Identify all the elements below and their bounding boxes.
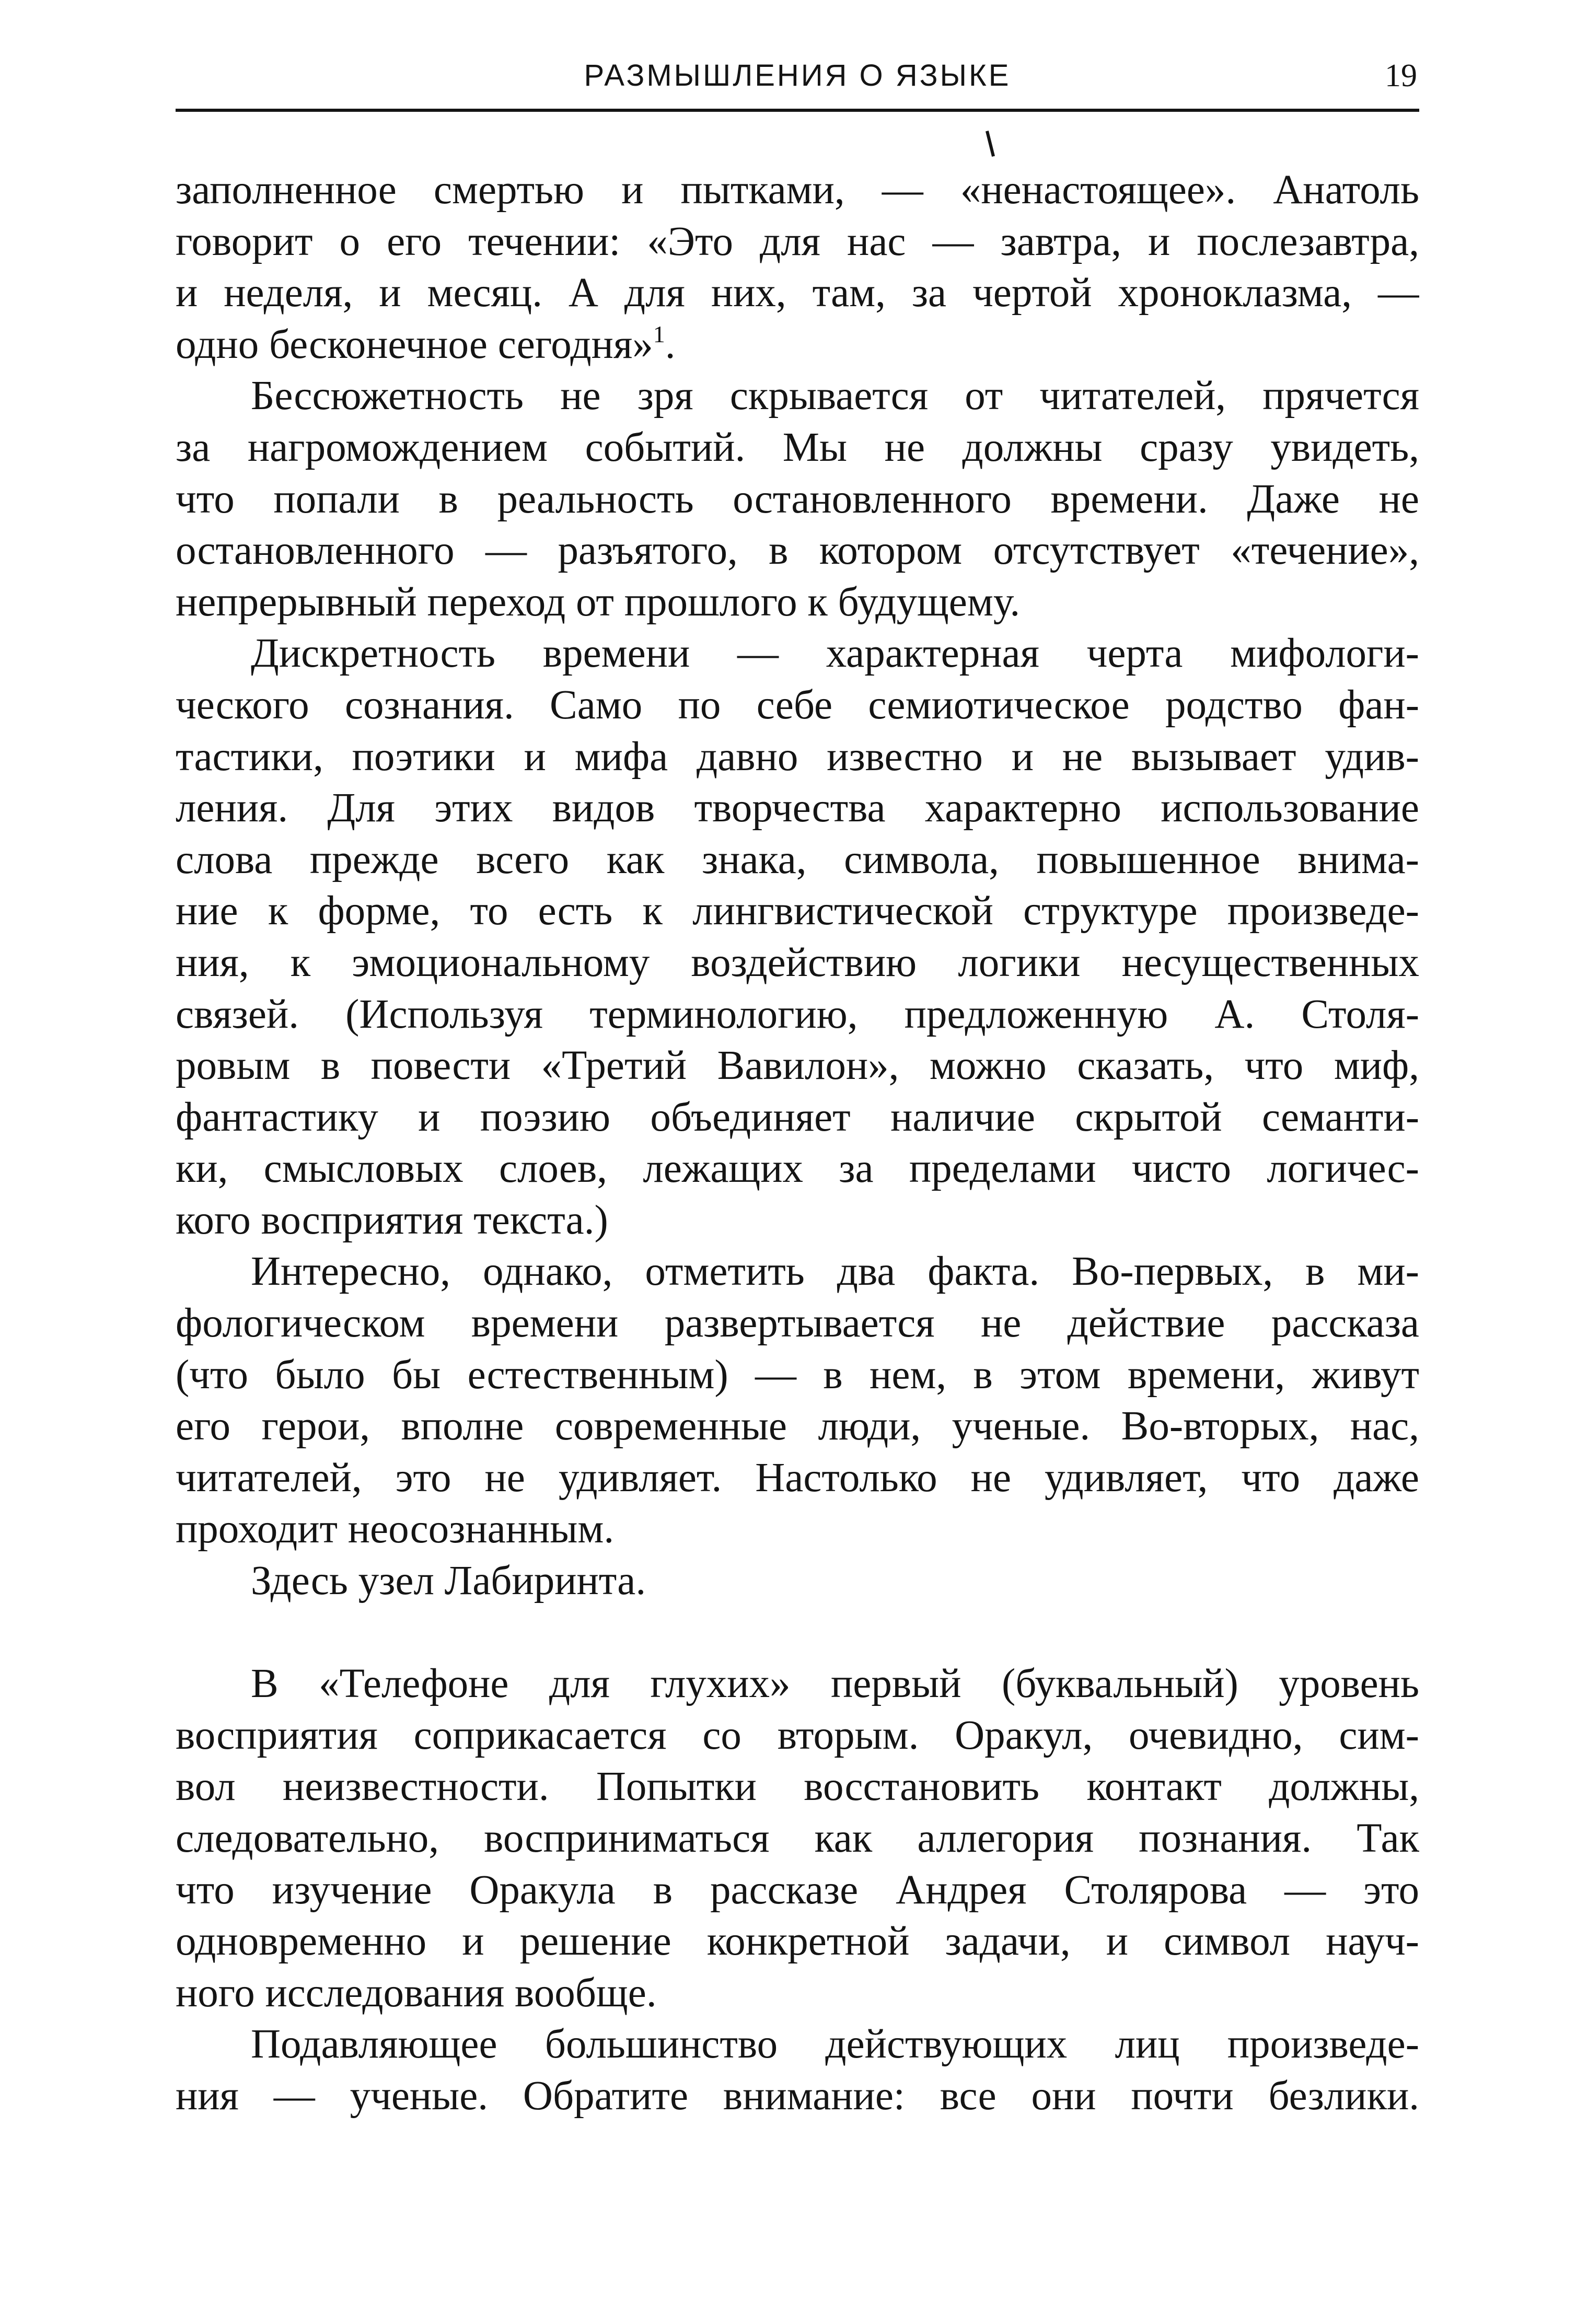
text-line: Дискретность времени — характерная черта мифологи- [251, 631, 1419, 677]
text-line: ния — ученые. Обратите внимание: все они почти безлики. [176, 2073, 1419, 2119]
text-line: тастики, поэтики и мифа давно известно и не вызывает удив- [176, 734, 1419, 780]
text-line: (что было бы естественным) — в нем, в этом времени, живут [176, 1352, 1419, 1398]
body-text [176, 165, 1419, 2122]
text-line: непрерывный переход от прошлого к будущему. [176, 579, 1021, 625]
header-rule [176, 109, 1419, 112]
text-line: что попали в реальность остановленного времени. Даже не [176, 476, 1419, 522]
paragraph [176, 1246, 1419, 1555]
text-line: за нагромождением событий. Мы не должны сразу увидеть, [176, 424, 1419, 470]
text-line: В «Телефоне для глухих» первый (буквальный) уровень [251, 1661, 1419, 1707]
running-title: РАЗМЫШЛЕНИЯ О ЯЗЫКЕ [584, 59, 1011, 92]
text-line: ческого сознания. Само по себе семиотическое родство фан- [176, 682, 1419, 728]
text-line: ровым в повести «Третий Вавилон», можно сказать, что миф, [176, 1043, 1419, 1089]
page-number: 19 [1385, 58, 1417, 94]
text-line: кого восприятия текста.) [176, 1197, 608, 1243]
text-line: говорит о его течении: «Это для нас — завтра, и послезавтра, [176, 218, 1419, 264]
paragraph [176, 1555, 1419, 1607]
text-line: фантастику и поэзию объединяет наличие скрытой семанти- [176, 1094, 1419, 1140]
text-line: одновременно и решение конкретной задачи, и символ науч- [176, 1919, 1419, 1965]
footnote-ref: 1 [653, 320, 665, 347]
paragraph [176, 628, 1419, 1246]
text-line: Бессюжетность не зря скрывается от читателей, прячется [251, 373, 1419, 419]
text-line: Интересно, однако, отметить два факта. Во-первых, в ми- [251, 1249, 1419, 1295]
text-line: ки, смысловых слоев, лежащих за пределами чисто логичес- [176, 1146, 1419, 1192]
text-line: одно бесконечное сегодня»$^1$. [176, 320, 676, 367]
text-line: связей. (Используя терминологию, предложенную А. Столя- [176, 991, 1419, 1037]
paragraph-gap [176, 1607, 1419, 1659]
footnote-tail: . [665, 321, 676, 367]
text-line: ления. Для этих видов творчества характерно использование [176, 785, 1419, 831]
text-line: ния, к эмоциональному воздействию логики несущественных [176, 939, 1419, 985]
text-line: фологическом времени развертывается не действие рассказа [176, 1300, 1419, 1346]
text-line: заполненное смертью и пытками, — «ненастоящее». Анатоль [176, 167, 1419, 213]
running-head [176, 50, 1419, 100]
stray-mark [986, 131, 995, 157]
text-line: восприятия соприкасается со вторым. Оракул, очевидно, сим- [176, 1712, 1419, 1758]
text-line: и неделя, и месяц. А для них, там, за чертой хроноклазма, — [176, 270, 1419, 316]
text-line: остановленного — разъятого, в котором отсутствует «течение», [176, 528, 1419, 574]
text-line: ние к форме, то есть к лингвистической структуре произведе- [176, 888, 1419, 934]
paragraph [176, 370, 1419, 628]
text-line: Здесь узел Лабиринта. [251, 1558, 646, 1604]
paragraph [176, 1658, 1419, 2019]
text-line: Подавляющее большинство действующих лиц произведе- [251, 2021, 1419, 2067]
text-line: читателей, это не удивляет. Настолько не удивляет, что даже [176, 1455, 1419, 1501]
text-line: следовательно, восприниматься как аллегория познания. Так [176, 1816, 1419, 1861]
paragraph [176, 2019, 1419, 2122]
text-line: слова прежде всего как знака, символа, повышенное внима- [176, 836, 1419, 882]
text-line: что изучение Оракула в рассказе Андрея Столярова — это [176, 1867, 1419, 1913]
text-line: проходит неосознанным. [176, 1506, 615, 1552]
text-line: вол неизвестности. Попытки восстановить контакт должны, [176, 1764, 1419, 1810]
paragraph [176, 165, 1419, 370]
text-line: ного исследования вообще. [176, 1970, 657, 2016]
text-line: его герои, вполне современные люди, ученые. Во-вторых, нас, [176, 1403, 1419, 1449]
